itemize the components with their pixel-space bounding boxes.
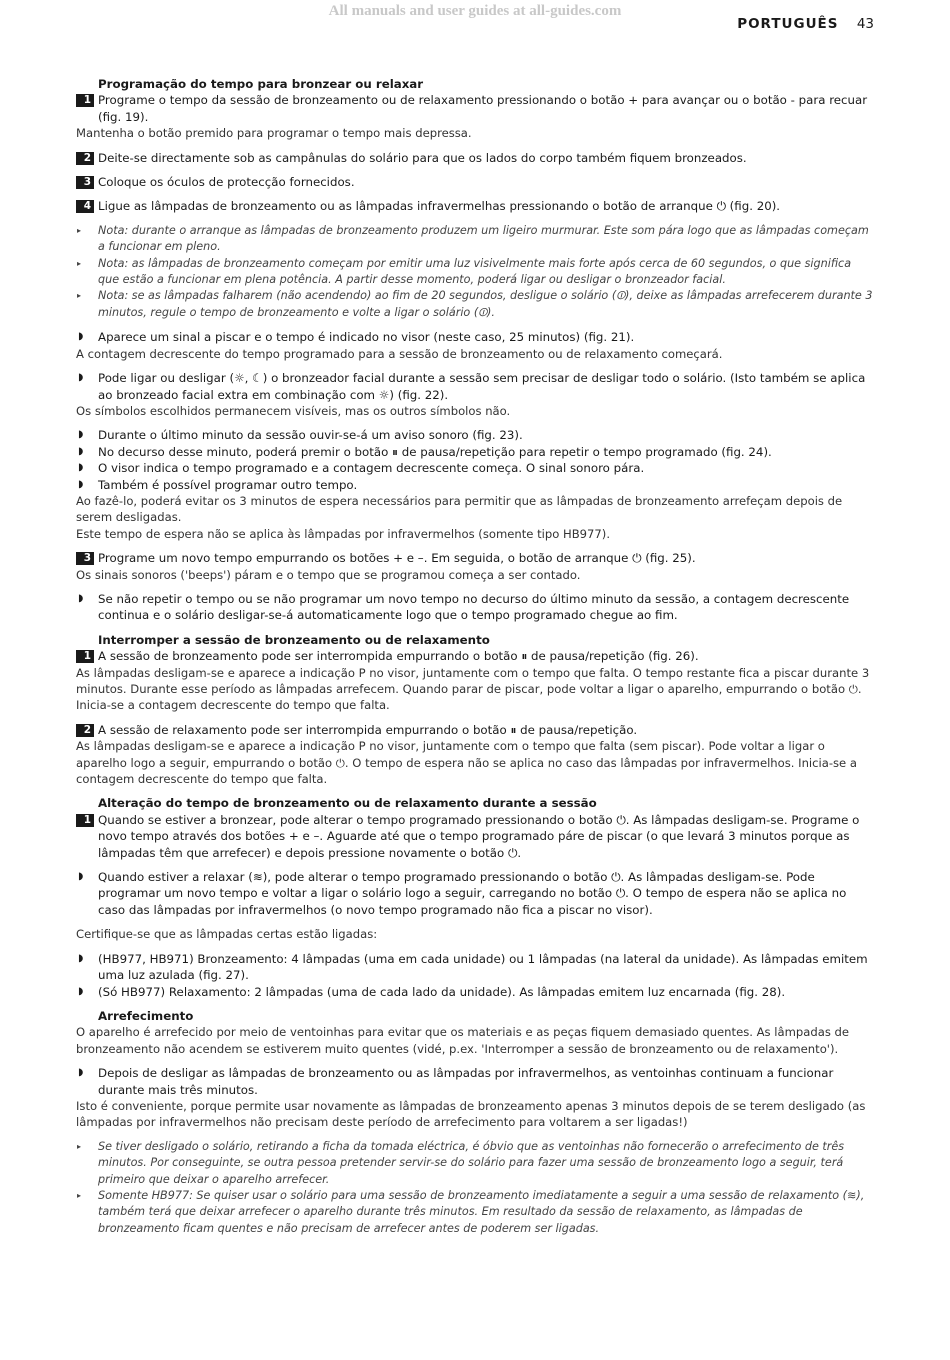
note-item [76,256,874,289]
bullet-item [76,444,874,460]
numbered-step [76,198,874,214]
step-text: Programe um novo tempo empurrando os botões + e –. Em seguida, o botão de arranque ⏻ (fig. 25). [98,551,696,566]
note-item [76,1188,874,1237]
bullet-text: Aparece um sinal a piscar e o tempo é indicado no visor (neste caso, 25 minutos) (fig. 21). [98,330,635,345]
bullet-item [76,984,874,1000]
language-label: PORTUGUÊS [737,16,839,32]
numbered-step [76,174,874,190]
bullet-item [76,460,874,476]
bullet-text: Também é possível programar outro tempo. [98,477,358,492]
bullet-text: Depois de desligar as lâmpadas de bronzeamento ou as lâmpadas por infravermelhos, as ventoinhas continuam a funcionar durante mais três minutos. [98,1066,834,1097]
bullet-text: Quando estiver a relaxar (≋), pode alterar o tempo programado pressionando o botão ⏻. As lâmpadas desligam-se. Pode programar um novo tempo e voltar a ligar o solário logo a seguir, carregando no botão ⏻. O tempo de espera não se aplica no caso das lâmpadas por infravermelhos (o novo tempo programado não fica a piscar no visor). [98,870,847,917]
section-heading: Arrefecimento [98,1008,194,1023]
triangle-marker-icon: ▸ [77,225,82,235]
note-text: Nota: se as lâmpadas falharem (não acendendo) ao fim de 20 segundos, desligue o solário (⏼), deixe as lâmpadas arrefecerem durante 3 minutos, regule o tempo de bronzeamento e volte a ligar o solário (⏼). [98,289,873,319]
bullet-marker-icon: ◗ [78,462,84,474]
step-number-badge: 2 [76,724,94,737]
step-number-badge: 3 [76,552,94,565]
note-text: Nota: as lâmpadas de bronzeamento começam por emitir uma luz visivelmente mais forte após cerca de 60 segundos, o que significa que estão a funcionar em plena potência. A partir desse momento, poderá ligar ou desligar o bronzeador facial. [98,256,852,287]
bullet-text: Durante o último minuto da sessão ouvir-se-á um aviso sonoro (fig. 23). [98,428,523,443]
triangle-marker-icon: ▸ [77,1141,82,1151]
paragraph: As lâmpadas desligam-se e aparece a indicação P no visor, juntamente com o tempo que falta (sem piscar). Pode voltar a ligar o aparelho logo a seguir, empurrando o botão ⏻. O tempo de espera não se aplica no caso das lâmpadas por infravermelhos. Inicia-se a contagem decrescente do tempo que falta. [76,739,857,787]
step-number-badge: 2 [76,152,94,165]
bullet-item [76,477,874,493]
triangle-marker-icon: ▸ [77,258,82,268]
step-number-badge: 1 [76,814,94,827]
page-number: 43 [856,16,874,32]
manual-content [76,76,874,1237]
paragraph: O aparelho é arrefecido por meio de ventoinhas para evitar que os materiais e as peças fiquem demasiado quentes. As lâmpadas de bronzeamento não acendem se estiverem muito quentes (vidé, p.ex. 'Interromper a sessão de bronzeamento ou de relaxamento'). [76,1025,850,1056]
paragraph: Os símbolos escolhidos permanecem visíveis, mas os outros símbolos não. [76,403,511,418]
step-text: Ligue as lâmpadas de bronzeamento ou as lâmpadas infravermelhas pressionando o botão de arranque ⏻ (fig. 20). [98,199,781,214]
step-text: Quando se estiver a bronzear, pode alterar o tempo programado pressionando o botão ⏻. As lâmpadas desligam-se. Programe o novo tempo através dos botões + e –. Aguarde até que o tempo programado páre de piscar (o que levará 3 minutos porque as lâmpadas têm que arrefecer) e depois pressione novamente o botão ⏻. [98,812,860,860]
paragraph: Ao fazê-lo, poderá evitar os 3 minutos de espera necessários para permitir que as lâmpadas de bronzeamento arrefeçam depois de serem desligadas. [76,493,843,525]
bullet-marker-icon: ◗ [78,372,84,384]
step-number-badge: 4 [76,200,94,213]
note-text: Nota: durante o arranque as lâmpadas de bronzeamento produzem um ligeiro murmurar. Este som pára logo que as lâmpadas começam a funcionar em pleno. [98,223,869,254]
bullet-item [76,951,874,984]
triangle-marker-icon: ▸ [77,291,82,301]
paragraph: Isto é conveniente, porque permite usar novamente as lâmpadas de bronzeamento apenas 3 minutos depois de se terem desligado (as lâmpadas por infravermelhos não precisam deste período de arrefecimento para voltarem a ser ligadas!) [76,1098,866,1130]
section-heading: Interromper a sessão de bronzeamento ou de relaxamento [98,632,490,647]
paragraph: Certifique-se que as lâmpadas certas estão ligadas: [76,927,378,942]
watermark: All manuals and user guides at all-guides.com [328,3,622,19]
note-item [76,223,874,256]
numbered-step [76,550,874,566]
note-item [76,1139,874,1188]
bullet-item [76,1065,874,1098]
numbered-step [76,648,874,664]
paragraph: Os sinais sonoros ('beeps') páram e o tempo que se programou começa a ser contado. [76,567,581,582]
bullet-marker-icon: ◗ [78,985,84,997]
numbered-step [76,722,874,738]
numbered-step [76,812,874,861]
paragraph: As lâmpadas desligam-se e aparece a indicação P no visor, juntamente com o tempo que falta. O tempo restante fica a piscar durante 3 minutos. Durante esse período as lâmpadas arrefecem. Quando parar de piscar, pode voltar a ligar o aparelho, empurrando o botão ⏻. Inicia-se a contagem decrescente do tempo que falta. [76,665,870,713]
bullet-marker-icon: ◗ [78,478,84,490]
bullet-item [76,329,874,345]
bullet-text: (Só HB977) Relaxamento: 2 lâmpadas (uma de cada lado da unidade). As lâmpadas emitem luz encarnada (fig. 28). [98,984,786,999]
page-header [737,16,874,32]
step-text: Programe o tempo da sessão de bronzeamento ou de relaxamento pressionando o botão + para avançar ou o botão - para recuar (fig. 19). [98,93,868,124]
numbered-step [76,92,874,125]
bullet-marker-icon: ◗ [78,445,84,457]
paragraph: Mantenha o botão premido para programar o tempo mais depressa. [76,126,472,141]
bullet-marker-icon: ◗ [78,429,84,441]
step-text: Coloque os óculos de protecção fornecidos. [98,175,355,190]
bullet-marker-icon: ◗ [78,331,84,343]
paragraph: A contagem decrescente do tempo programado para a sessão de bronzeamento ou de relaxamento começará. [76,346,723,361]
bullet-item [76,591,874,624]
step-text: Deite-se directamente sob as campânulas do solário para que os lados do corpo também fiquem bronzeados. [98,150,747,165]
triangle-marker-icon: ▸ [77,1190,82,1200]
bullet-text: Se não repetir o tempo ou se não programar um novo tempo no decurso do último minuto da sessão, a contagem decrescente continua e o solário desligar-se-á automaticamente logo que o tempo programado chegue ao fim. [98,591,850,623]
note-text: Se tiver desligado o solário, retirando a ficha da tomada eléctrica, é óbvio que as ventoinhas não fornecerão o arrefecimento de três minutos. Por conseguinte, se outra pessoa pretender servir-se do solário para fazer uma sessão de bronzeamento logo a seguir, terá primeiro que deixar o aparelho arrefecer. [98,1139,845,1186]
bullet-text: Pode ligar ou desligar (☼, ☾) o bronzeador facial durante a sessão sem precisar de desligar todo o solário. (Isto também se aplica ao bronzeado facial extra em combinação com ☼) (fig. 22). [98,371,866,402]
bullet-item [76,370,874,403]
step-text: A sessão de bronzeamento pode ser interrompida empurrando o botão ⏸ de pausa/repetição (fig. 26). [98,649,699,664]
bullet-text: O visor indica o tempo programado e a contagem decrescente começa. O sinal sonoro pára. [98,461,645,476]
numbered-step [76,150,874,166]
bullet-marker-icon: ◗ [78,871,84,883]
bullet-marker-icon: ◗ [78,1067,84,1079]
bullet-text: No decurso desse minuto, poderá premir o botão ⏸ de pausa/repetição para repetir o tempo programado (fig. 24). [98,444,772,459]
paragraph: Este tempo de espera não se aplica às lâmpadas por infravermelhos (somente tipo HB977). [76,526,611,541]
step-text: A sessão de relaxamento pode ser interrompida empurrando o botão ⏸ de pausa/repetição. [98,722,638,737]
bullet-item [76,427,874,443]
bullet-marker-icon: ◗ [78,952,84,964]
bullet-item [76,869,874,918]
bullet-marker-icon: ◗ [78,592,84,604]
note-text: Somente HB977: Se quiser usar o solário para uma sessão de bronzeamento imediatamente a seguir a uma sessão de relaxamento (≋), também terá que deixar arrefecer o aparelho durante três minutos. Em resultado da sessão de relaxamento, as lâmpadas de bronzeamento ficam quentes e não precisam de arrefecer antes de poderem ser ligadas. [98,1188,865,1235]
bullet-text: (HB977, HB971) Bronzeamento: 4 lâmpadas (uma em cada unidade) ou 1 lâmpadas (na lateral da unidade). As lâmpadas emitem uma luz azulada (fig. 27). [98,951,868,983]
section-heading: Programação do tempo para bronzear ou relaxar [98,77,424,91]
step-number-badge: 1 [76,94,94,107]
step-number-badge: 3 [76,176,94,189]
step-number-badge: 1 [76,650,94,663]
section-heading: Alteração do tempo de bronzeamento ou de relaxamento durante a sessão [98,796,597,811]
note-item [76,288,874,321]
